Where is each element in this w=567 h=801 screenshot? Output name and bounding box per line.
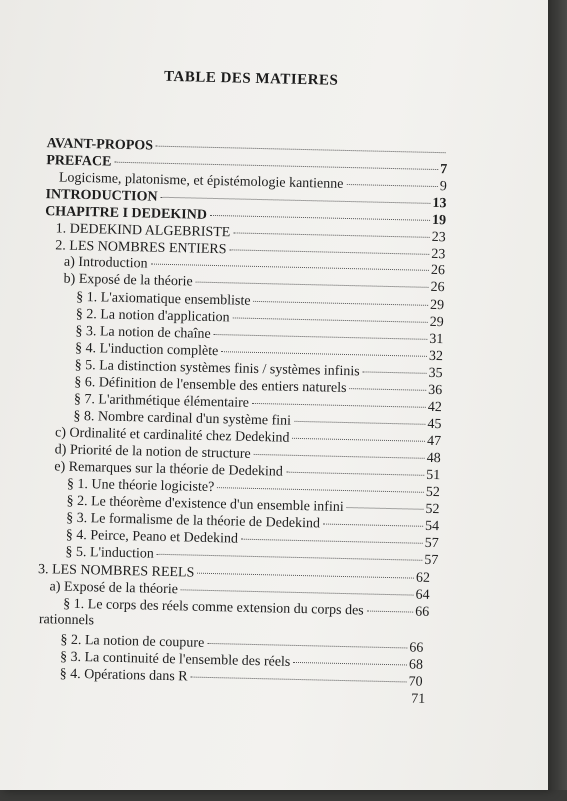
leader-dots (286, 472, 424, 476)
toc-page-number: 57 (424, 535, 439, 552)
toc-entry-label: § 1. L'axiomatique ensembliste (76, 289, 251, 309)
leader-dots (294, 421, 425, 425)
toc-page-number: 66 (414, 604, 430, 620)
toc-page-number: 62 (415, 570, 431, 586)
toc-page-number: 23 (431, 246, 446, 263)
toc-entry-label: § 4. L'induction complète (74, 340, 219, 360)
toc-entry-label: a) Introduction (63, 254, 148, 272)
leader-dots (217, 487, 424, 493)
leader-dots (293, 662, 407, 666)
leader-dots (292, 438, 425, 442)
toc-page-number: 26 (430, 279, 445, 296)
leader-dots (346, 184, 437, 187)
toc-page-number: 52 (425, 484, 441, 501)
toc-entry-label: § 2. Le théorème d'existence d'un ensemble infini (66, 493, 344, 515)
leader-dots (197, 573, 414, 579)
toc-page-number: 19 (431, 212, 447, 229)
toc-page-number: 71 (411, 691, 426, 707)
toc-entry-label: d) Priorité de la notion de structure (54, 442, 251, 462)
toc-entry-label: § 7. L'arithmétique élémentaire (73, 391, 250, 411)
toc-entry-label: § 5. L'induction (65, 544, 155, 562)
toc-entry-label: § 6. Définition de l'ensemble des entiers naturels (74, 374, 347, 397)
toc-page-number: 66 (409, 640, 424, 656)
toc-entry-label: § 2. La notion de coupure (60, 632, 205, 651)
toc-entry-label: INTRODUCTION (45, 187, 158, 205)
leader-dots (363, 371, 427, 373)
toc-entry-label: § 3. La continuité de l'ensemble des réels (59, 649, 291, 670)
toc-entry-label: AVANT-PROPOS (46, 136, 154, 154)
leader-dots (156, 146, 446, 154)
leader-dots (151, 264, 429, 271)
toc-entry-label: e) Remarques sur la théorie de Dedekind (54, 459, 284, 480)
book-edge (548, 0, 567, 790)
toc-entry-label: PREFACE (46, 153, 112, 170)
leader-dots (196, 282, 429, 288)
toc-page-number: 31 (429, 331, 444, 348)
toc-page-number: 48 (426, 450, 441, 467)
toc-page-number: 64 (415, 587, 430, 603)
leader-dots (157, 554, 422, 561)
toc-entry-label: § 5. La distinction systèmes finis / systèmes infinis (74, 357, 360, 380)
leader-dots (233, 317, 428, 322)
toc-entry-label: rationnels (38, 612, 95, 629)
toc-entry-label: § 8. Nombre cardinal d'un système fini (73, 408, 292, 429)
leader-dots (241, 539, 423, 544)
toc-page-number: 47 (426, 433, 442, 450)
toc-page-number: 54 (424, 518, 440, 535)
leader-dots (252, 403, 426, 408)
toc-page-number: 35 (428, 365, 443, 382)
leader-dots (254, 454, 425, 459)
leader-dots (114, 162, 438, 170)
toc-page-number: 9 (439, 179, 447, 195)
toc-page-number: 45 (427, 416, 442, 433)
leader-dots (233, 232, 429, 237)
leader-dots (207, 643, 407, 649)
toc-page-number: 68 (408, 657, 424, 673)
toc-entry-label: § 4. Opérations dans R (59, 666, 188, 685)
leader-dots (229, 249, 429, 255)
toc-entry-label: § 3. La notion de chaîne (75, 323, 211, 342)
toc-entry-label: § 1. Une théorie logiciste? (66, 476, 215, 496)
leader-dots (254, 301, 429, 306)
toc-entry-label: § 2. La notion d'application (75, 306, 230, 326)
toc-entry-label: b) Exposé de la théorie (63, 271, 193, 290)
toc-page-number: 57 (424, 552, 439, 569)
toc-page-number: 42 (427, 399, 442, 416)
toc-page-number: 70 (408, 674, 423, 690)
toc-entry-label: Logicisme, platonisme, et épistémologie kantienne (58, 170, 344, 192)
leader-dots (347, 507, 424, 510)
toc-page-number: 52 (425, 501, 440, 518)
toc-entry-label: 2. LES NOMBRES ENTIERS (55, 238, 227, 258)
toc-entry-label: 3. LES NOMBRES REELS (37, 562, 195, 581)
toc-page-number: 29 (429, 314, 444, 331)
toc-entry (411, 692, 427, 709)
leader-dots (181, 589, 414, 595)
toc-page-number: 32 (428, 348, 444, 365)
toc-page-number: 36 (428, 382, 443, 399)
toc-page-number: 7 (440, 162, 448, 178)
toc-entry-label: § 1. Le corps des réels comme extension du corps des (63, 596, 364, 619)
toc-page-number: 26 (430, 262, 446, 279)
toc-page-number: 51 (426, 467, 441, 484)
leader-dots (161, 197, 431, 204)
toc-entry-label: a) Exposé de la théorie (49, 579, 179, 598)
toc-page-number: 13 (432, 195, 447, 212)
leader-dots (367, 611, 413, 613)
leader-dots (350, 388, 427, 391)
toc-page-number: 23 (431, 229, 446, 246)
toc-entry-label: § 3. Le formalisme de la théorie de Dedekind (66, 510, 321, 532)
toc-entry-label: § 4. Peirce, Peano et Dedekind (65, 527, 239, 547)
toc-entry-label: c) Ordinalité et cardinalité chez Dedekind (54, 425, 290, 446)
leader-dots (210, 215, 430, 221)
leader-dots (214, 334, 428, 340)
page-title: TABLE DES MATIERES (163, 68, 339, 89)
leader-dots (323, 524, 423, 527)
leader-dots (221, 351, 427, 357)
leader-dots (191, 677, 407, 683)
toc-entry-label: CHAPITRE I DEDEKIND (44, 204, 208, 223)
toc-page-number: 29 (429, 297, 445, 314)
toc-entry-label: 1. DEDEKIND ALGEBRISTE (55, 221, 231, 241)
